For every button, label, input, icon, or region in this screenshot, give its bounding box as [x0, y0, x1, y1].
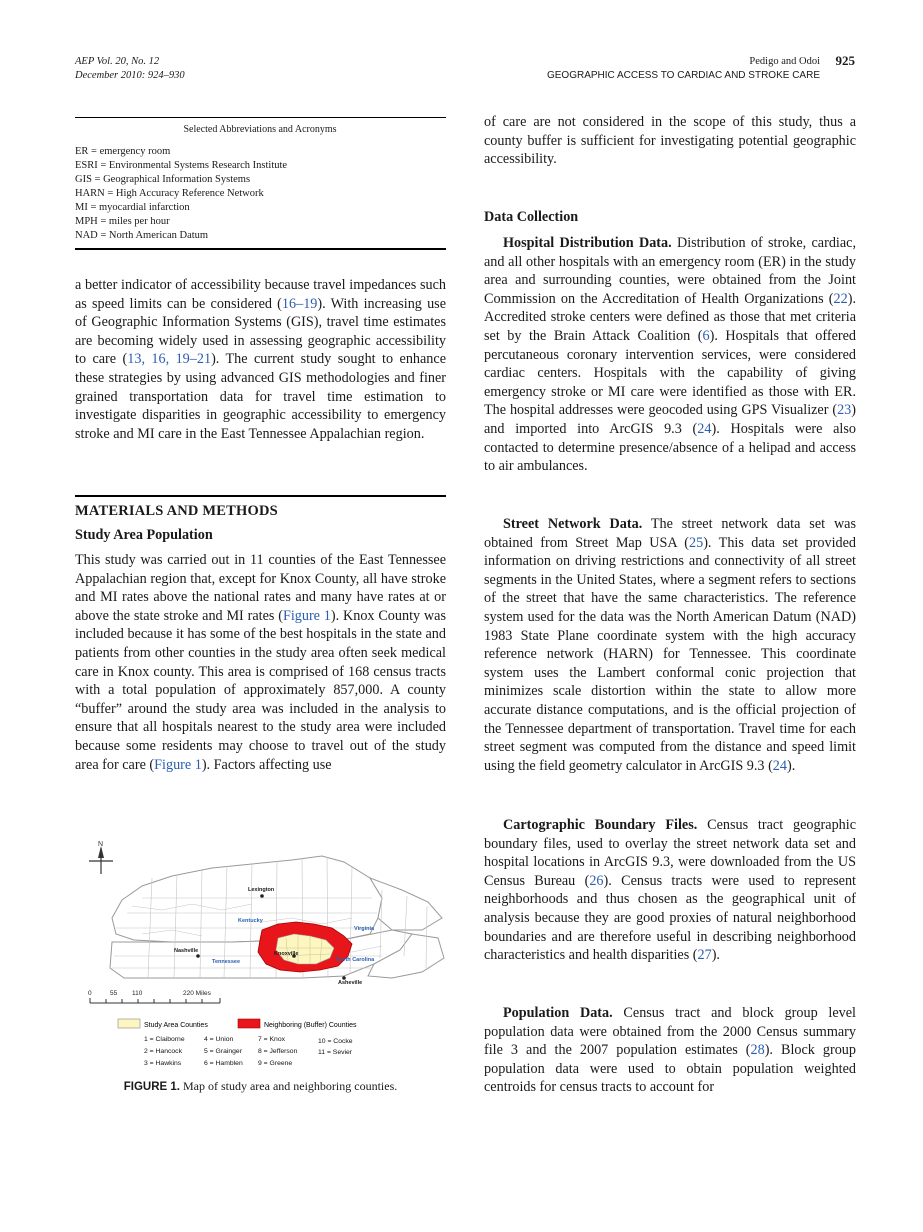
population-paragraph	[484, 1004, 856, 1097]
text-run: Census tract and block group level population data were obtained from the 2000 Census summary file 3 and the 2007 population estimates (	[484, 1005, 857, 1059]
text-run: ) and imported into ArcGIS 9.3 (	[484, 402, 856, 437]
legend-county: 7 = Knox	[258, 1036, 286, 1043]
north-arrow-icon	[89, 841, 113, 874]
figure-label: FIGURE 1.	[123, 1081, 180, 1093]
text-run: ).	[786, 757, 796, 774]
runin-heading: Street Network Data.	[503, 516, 643, 532]
citation-link[interactable]: 25	[689, 534, 704, 551]
journal-volume: AEP Vol. 20, No. 12	[75, 56, 160, 67]
authors: Pedigo and Odoi	[749, 56, 820, 67]
col2-top-paragraph: of care are not considered in the scope of this study, thus a county buffer is sufficient for investigating potential geographic accessibility.	[484, 114, 856, 168]
citation-link[interactable]: 13, 16, 19–21	[127, 351, 212, 368]
data-collection-heading: Data Collection	[484, 209, 579, 225]
text-run: The street network data set was obtained from Street Map USA (	[484, 516, 857, 551]
abbr-title: Selected Abbreviations and Acronyms	[183, 124, 337, 135]
abbr-item: GIS = Geographical Information Systems	[75, 174, 251, 185]
text-run: ). Accredited stroke centers were defined as those that met criteria set by the Brain Attack Coalition (	[484, 290, 856, 344]
journal-date: December 2010: 924–930	[75, 70, 185, 81]
abbr-item: NAD = North American Datum	[75, 230, 209, 241]
abbr-item: MPH = miles per hour	[75, 216, 170, 227]
map-label-tennessee: Tennessee	[212, 959, 241, 965]
scale-110: 110	[132, 990, 143, 997]
text-run: ).	[711, 947, 720, 964]
figure-link[interactable]: Figure 1	[282, 607, 331, 624]
figure-link[interactable]: Figure 1	[154, 756, 202, 773]
map-label-knoxville: Knoxville	[274, 951, 299, 957]
text-run: ). Block group population data were used to obtain population weighted centroids for census tracts to account for	[484, 1042, 856, 1096]
text-run: ). With increasing use of Geographic Information Systems (GIS), travel time estimates are becoming widely used in assessing geographic accessibility to care (	[75, 295, 447, 368]
scale-220: 220 Miles	[183, 990, 211, 997]
citation-link[interactable]: 27	[697, 947, 712, 964]
legend-buffer: Neighboring (Buffer) Counties	[264, 1022, 357, 1029]
cartographic-paragraph	[484, 816, 856, 965]
text-run: ). Knox County was included because it has some of the best hospitals in the state and patients from other counties in the study area often seek medical care in Knox county. This area is comprised of 168 census tracts with a total population of approximately 857,000. A county “buffer” around the study area was included in the analysis to ensure that all hospitals nearest to the study area were included because some residents may choose to travel out of the study area for care (	[75, 607, 446, 773]
legend-county: 5 = Grainger	[204, 1048, 242, 1055]
legend-county: 8 = Jefferson	[258, 1048, 298, 1055]
study-area-heading: Study Area Population	[75, 527, 213, 543]
figure-caption	[75, 1079, 446, 1094]
legend-county: 11 = Sevier	[318, 1049, 353, 1056]
running-header	[547, 55, 820, 83]
citation-link[interactable]: 23	[837, 402, 852, 419]
legend-county: 1 = Claiborne	[144, 1036, 185, 1043]
text-run: a better indicator of accessibility because travel impedances such as speed limits can be considered (	[75, 277, 446, 312]
text-run: ). Hospitals were also contacted to determine presence/absence of a helipad and access to air ambulances.	[484, 420, 856, 475]
scale-bar	[90, 998, 220, 1003]
methods-heading: MATERIALS AND METHODS	[75, 503, 278, 519]
abbr-item: ER = emergency room	[75, 146, 171, 157]
legend-county: 9 = Greene	[258, 1060, 293, 1067]
abbr-item: ESRI = Environmental Systems Research Institute	[75, 160, 288, 171]
text-run: This study was carried out in 11 counties of the East Tennessee Appalachian region that, except for Knox County, all have stroke and MI rates above the national rates and many have rates at or above the state stroke and MI rates (	[75, 552, 446, 624]
map-svg	[82, 838, 452, 1074]
text-run: ). The current study sought to enhance these strategies by using advanced GIS methodologies and finer grained transportation data for travel time estimation to investigate disparities in geographic accessibility to emergency stroke and MI care in the East Tennessee Appalachian region.	[75, 351, 446, 442]
street-paragraph	[484, 515, 856, 775]
abbr-item: MI = myocardial infarction	[75, 202, 190, 213]
study-area-paragraph	[75, 551, 446, 774]
text-run: ). This data set provided information on driving restrictions and connectivity of all street segments in the United States, where a segment refers to sections of the street that have the same characteristics. The reference system used for the data was the North American Datum (NAD) 1983 State Plane coordinate system with the high accuracy reference network (HARN) for Tennessee. This coordinate system uses the Lambert conformal conic projection that minimizes scale distortion within the state to allow more accurate distance computations, and is the official projection of the Tennessee department of transportation. Travel time for each street segment was computed from the distance and speed limit using the field geometry calculator in ArcGIS 9.3 (	[484, 534, 856, 774]
running-title: GEOGRAPHIC ACCESS TO CARDIAC AND STROKE CARE	[546, 70, 820, 81]
scale-55: 55	[110, 990, 118, 997]
citation-link[interactable]: 26	[589, 872, 604, 889]
citation-link[interactable]: 28	[750, 1042, 765, 1059]
text-run: Distribution of stroke, cardiac, and all other hospitals with an emergency room (ER) in the study area and surrounding counties, were obtained from the Joint Commission on the Accreditation of Health Organizations (	[484, 235, 856, 307]
map-label-asheville: Asheville	[338, 980, 363, 986]
map-label-lexington: Lexington	[248, 887, 275, 893]
compass-label: N	[98, 841, 104, 848]
map-legend	[118, 1019, 357, 1067]
map-label-nashville: Nashville	[174, 948, 199, 954]
map-label-virginia: Virginia	[354, 926, 375, 932]
methods-rule	[75, 495, 446, 497]
citation-link[interactable]: 6	[702, 327, 710, 344]
abbr-top-rule	[75, 117, 446, 118]
scale-0: 0	[88, 990, 92, 997]
legend-study-area: Study Area Counties	[144, 1022, 208, 1029]
map-label-north-carolina: North Carolina	[336, 957, 375, 963]
map-label-kentucky: Kentucky	[238, 918, 263, 924]
citation-link[interactable]: 24	[697, 420, 712, 437]
intro-paragraph	[75, 276, 446, 443]
figure-1-map	[82, 838, 452, 1074]
runin-heading: Cartographic Boundary Files.	[503, 817, 698, 833]
text-run: ). Factors affecting use	[201, 756, 332, 773]
abbr-list	[75, 145, 287, 243]
journal-header	[75, 55, 185, 83]
hospital-paragraph	[484, 234, 856, 476]
runin-heading: Population Data.	[503, 1005, 613, 1021]
runin-heading: Hospital Distribution Data.	[503, 235, 672, 251]
text-run: ). Hospitals that offered percutaneous coronary intervention services, were considered cardiac centers. Hospitals with the capability of giving emergency stroke or MI care were identified as those with ER. The hospital addresses were geocoded using GPS Visualizer (	[484, 327, 856, 419]
citation-link[interactable]: 24	[772, 757, 787, 774]
legend-county: 6 = Hamblen	[204, 1060, 243, 1067]
figure-caption-text: Map of study area and neighboring counties.	[182, 1079, 398, 1093]
abbr-item: HARN = High Accuracy Reference Network	[75, 188, 264, 199]
page-number: 925	[835, 53, 855, 68]
legend-county: 2 = Hancock	[144, 1048, 182, 1055]
legend-county: 3 = Hawkins	[144, 1060, 182, 1067]
citation-link[interactable]: 22	[833, 290, 848, 307]
text-run: ). Census tracts were used to represent neighborhoods and thus chosen as the geographical unit of analysis because they are good proxies of natural neighborhood boundaries and are therefore useful in describing neighborhood characteristics and health disparities (	[484, 872, 856, 964]
citation-link[interactable]: 16–19	[281, 295, 318, 312]
legend-county: 10 = Cocke	[318, 1038, 353, 1045]
abbr-bottom-rule	[75, 248, 446, 250]
legend-county: 4 = Union	[204, 1036, 234, 1043]
text-run: Census tract geographic boundary files, used to overlay the street network data set and hospital locations in ArcGIS 9.3, were downloaded from the US Census Bureau (	[484, 817, 856, 889]
